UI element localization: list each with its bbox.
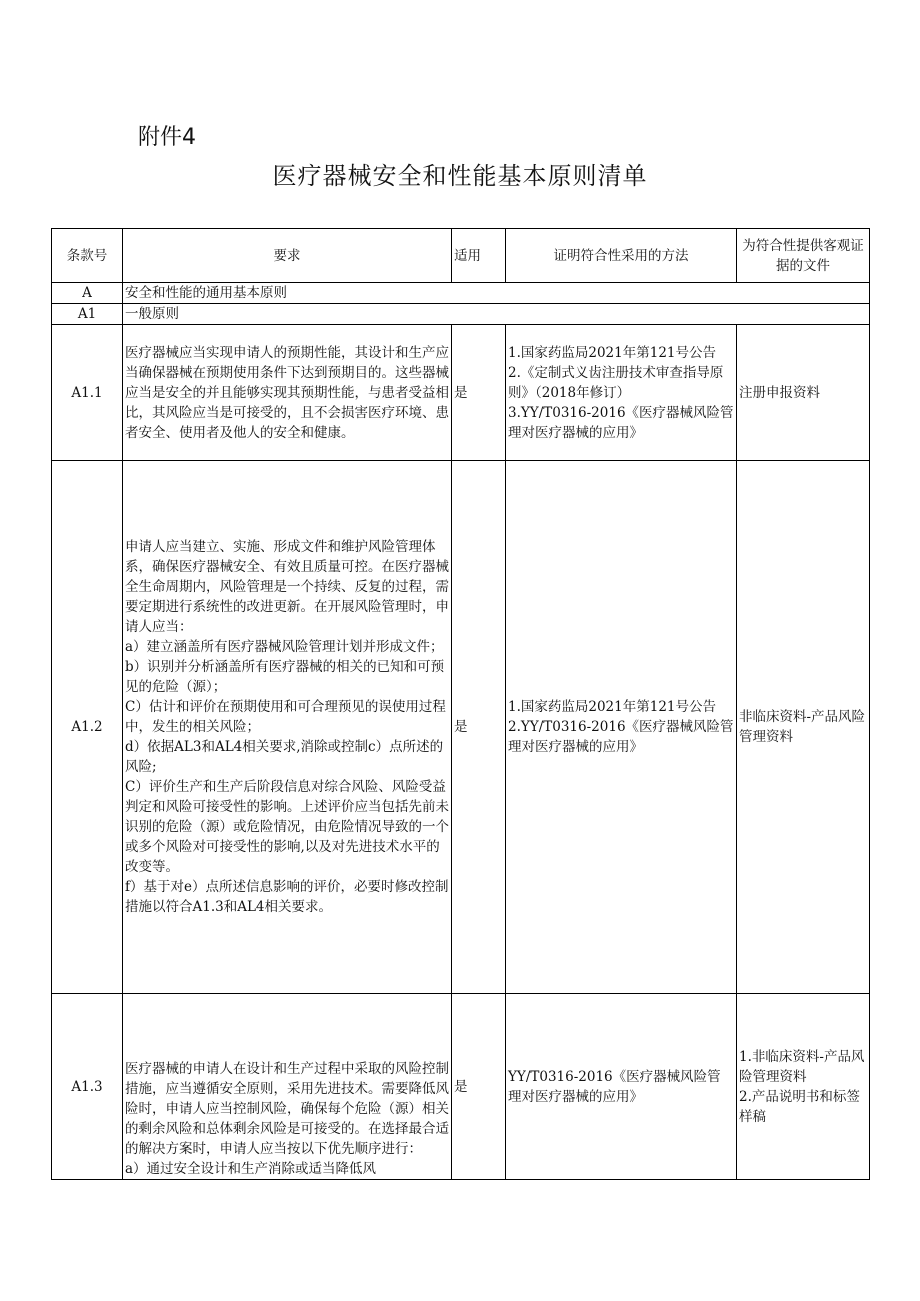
attachment-label: 附件4 (138, 125, 196, 150)
principles-table (51, 228, 870, 1180)
method-item: 3.YY/T0316-2016《医疗器械风险管理对医疗器械的应用》 (508, 404, 734, 441)
header-evidence: 为符合性提供客观证据的文件 (737, 229, 870, 283)
evidence-item: 非临床资料-产品风险管理资料 (739, 709, 866, 745)
requirement-paragraph: a）通过安全设计和生产消除或适当降低风 (125, 1161, 377, 1177)
requirement-paragraph: d）依据AL3和AL4相关要求,消除或控制c）点所述的风险; (125, 739, 444, 775)
header-requirement: 要求 (123, 229, 452, 283)
requirement-paragraph: f）基于对e）点所述信息影响的评价，必要时修改控制措施以符合A1.3和AL4相关要求。 (125, 879, 449, 915)
applicable-cell: 是 (452, 325, 506, 461)
requirement-paragraph: 申请人应当建立、实施、形成文件和维护风险管理体系，确保医疗器械安全、有效且质量可控。在医疗器械全生命周期内，风险管理是一个持续、反复的过程，需要定期进行系统性的改进更新。在开展风险管理时，申请人应当： (125, 539, 449, 635)
requirement-cell (123, 325, 452, 461)
requirement-paragraph: C）估计和评价在预期使用和可合理预见的误使用过程中，发生的相关风险； (125, 699, 446, 735)
applicable-cell: 是 (452, 994, 506, 1180)
method-item: 2.《定制式义齿注册技术审查指导原则》（2018年修订） (508, 364, 724, 401)
evidence-cell (737, 325, 870, 461)
header-methods: 证明符合性采用的方法 (506, 229, 737, 283)
requirement-paragraph: C）评价生产和生产后阶段信息对综合风险、风险受益判定和风险可接受性的影响。上述评价应当包括先前未识别的危险（源）或危险情况，由危险情况导致的一个或多个风险对可接受性的影响,以及对先进技术水平的改变等。 (125, 779, 449, 875)
requirement-paragraph: b）识别并分析涵盖所有医疗器械的相关的已知和可预见的危险（源）； (125, 659, 445, 695)
method-item: YY/T0316-2016《医疗器械风险管理对医疗器械的应用》 (508, 1068, 721, 1105)
table-row (52, 325, 870, 461)
method-item: 1.国家药监局2021年第121号公告 (508, 699, 717, 715)
section-row (52, 283, 870, 304)
requirement-paragraph: a）建立涵盖所有医疗器械风险管理计划并形成文件； (125, 639, 444, 655)
method-item: 1.国家药监局2021年第121号公告 (508, 344, 717, 361)
requirement-paragraph: 医疗器械应当实现申请人的预期性能，其设计和生产应当确保器械在预期使用条件下达到预期目的。这些器械应当是安全的并且能够实现其预期性能，与患者受益相比，其风险应当是可接受的，且不会损害医疗环境、患者安全、使用者及他人的安全和健康。 (125, 344, 449, 441)
section-row (52, 304, 870, 325)
table-row (52, 461, 870, 994)
section-title: 一般原则 (123, 304, 870, 325)
header-code: 条款号 (52, 229, 123, 283)
evidence-item: 1.非临床资料-产品风险管理资料 (739, 1048, 865, 1085)
requirement-paragraph: 医疗器械的申请人在设计和生产过程中采取的风险控制措施，应当遵循安全原则，采用先进技术。需要降低风险时，申请人应当控制风险，确保每个危险（源）相关的剩余风险和总体剩余风险是可接受的。在选择最合适的解决方案时，申请人应当按以下优先顺序进行： (125, 1061, 449, 1157)
requirement-cell (123, 994, 452, 1180)
section-code: A1 (52, 304, 123, 325)
evidence-item: 2.产品说明书和标签样稿 (739, 1088, 860, 1125)
evidence-cell (737, 461, 870, 994)
header-applicable: 适用 (452, 229, 506, 283)
method-item: 2.YY/T0316-2016《医疗器械风险管理对医疗器械的应用》 (508, 719, 734, 755)
clause-code: A1.2 (52, 461, 123, 994)
methods-cell (506, 325, 737, 461)
evidence-cell (737, 994, 870, 1180)
applicable-cell: 是 (452, 461, 506, 994)
methods-cell (506, 994, 737, 1180)
clause-code: A1.3 (52, 994, 123, 1180)
section-title: 安全和性能的通用基本原则 (123, 283, 870, 304)
methods-cell (506, 461, 737, 994)
table-header-row (52, 229, 870, 283)
table-row (52, 994, 870, 1180)
document-title: 医疗器械安全和性能基本原则清单 (272, 162, 648, 190)
section-code: A (52, 283, 123, 304)
requirement-cell (123, 461, 452, 994)
clause-code: A1.1 (52, 325, 123, 461)
evidence-item: 注册申报资料 (739, 384, 820, 401)
